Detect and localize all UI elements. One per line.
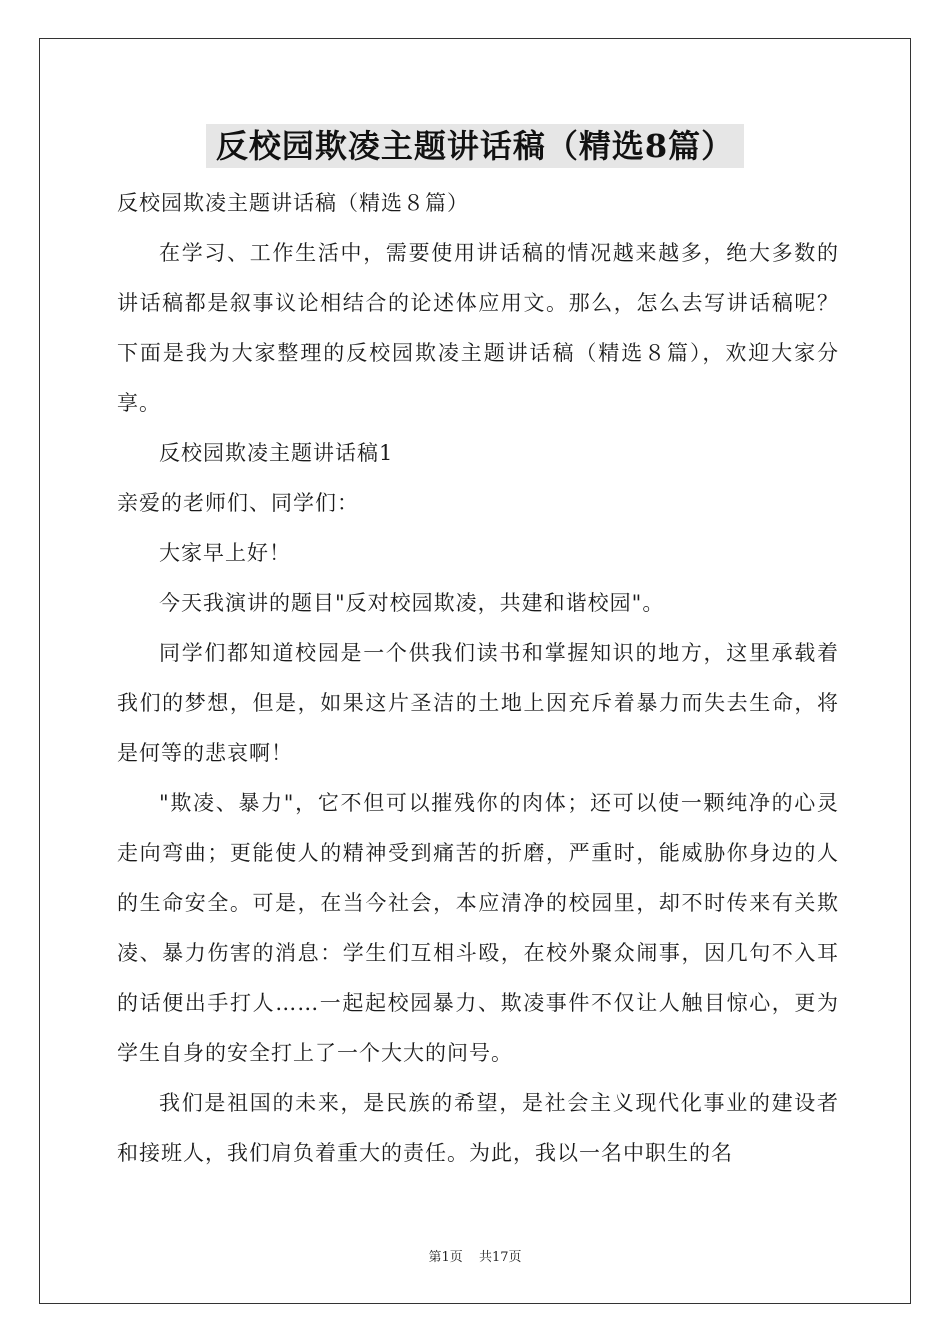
page-total: 共17页 — [478, 1250, 522, 1265]
document-title: 反校园欺凌主题讲话稿（精选8篇） — [206, 124, 744, 168]
paragraph-body: 我们是祖国的未来，是民族的希望，是社会主义现代化事业的建设者和接班人，我们肩负着重大的责任。为此，我以一名中职生的名 — [117, 1091, 839, 1165]
page-footer — [0, 1246, 950, 1265]
paragraph-body: 同学们都知道校园是一个供我们读书和掌握知识的地方，这里承载着我们的梦想，但是，如果这片圣洁的土地上因充斥着暴力而失去生命，将是何等的悲哀啊！ — [117, 641, 839, 765]
page-number: 第1页 — [428, 1250, 463, 1265]
paragraph-intro: 在学习、工作生活中，需要使用讲话稿的情况越来越多，绝大多数的讲话稿都是叙事议论相结合的论述体应用文。那么，怎么去写讲话稿呢？下面是我为大家整理的反校园欺凌主题讲话稿（精选８篇），欢迎大家分享。 — [117, 241, 839, 415]
paragraph-greeting: 大家早上好！ — [159, 541, 291, 565]
paragraph-subtitle: 反校园欺凌主题讲话稿（精选８篇） — [117, 191, 469, 215]
paragraph-salutation: 亲爱的老师们、同学们： — [117, 491, 359, 515]
paragraph-topic: 今天我演讲的题目"反对校园欺凌，共建和谐校园"。 — [159, 591, 665, 615]
title-container — [0, 124, 950, 168]
section-heading: 反校园欺凌主题讲话稿1 — [159, 441, 394, 465]
document-body — [117, 178, 839, 1178]
paragraph-body: "欺凌、暴力"，它不但可以摧残你的肉体；还可以使一颗纯净的心灵走向弯曲；更能使人的精神受到痛苦的折磨，严重时，能威胁你身边的人的生命安全。可是，在当今社会，本应清净的校园里，却不时传来有关欺凌、暴力伤害的消息：学生们互相斗殴，在校外聚众闹事，因几句不入耳的话便出手打人……一起起校园暴力、欺凌事件不仅让人触目惊心，更为学生自身的安全打上了一个大大的问号。 — [117, 791, 839, 1065]
